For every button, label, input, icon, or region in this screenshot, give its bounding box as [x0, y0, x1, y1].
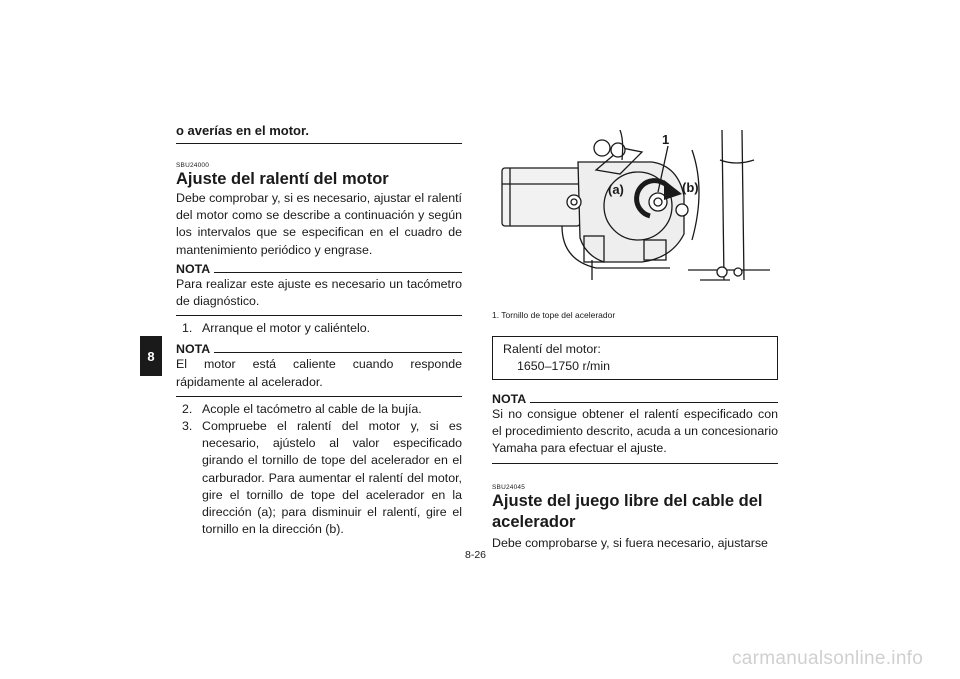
step-text: Compruebe el ralentí del motor y, si es necesario, ajústelo al valor especificado girando el tornillo de tope del acelerador en el carburador. Para aumentar el ralentí del motor, gire el tornillo de tope del acelerador en la dirección (a); para disminuir el ralentí, gire el tornillo en la dirección (b). — [202, 419, 462, 537]
section-code: SBU24045 — [492, 483, 526, 491]
header-rule — [176, 143, 462, 144]
step-number: 1. — [182, 321, 193, 336]
nota-end-rule — [176, 396, 462, 397]
nota-heading — [176, 262, 462, 276]
spec-value: 1650–1750 r/min — [517, 359, 610, 373]
spec-box — [492, 336, 778, 380]
step-item — [176, 401, 462, 418]
right-column — [492, 310, 778, 552]
nota-line — [214, 272, 462, 273]
nota-line — [214, 352, 462, 353]
label-b: (b) — [682, 180, 699, 195]
section-code: SBU24000 — [176, 162, 210, 169]
section-title: Ajuste del juego libre del cable del acelerador — [492, 491, 763, 531]
left-column — [176, 162, 462, 538]
step-number: 2. — [182, 401, 193, 416]
chapter-tab: 8 — [140, 336, 162, 376]
step-text: Arranque el motor y caliéntelo. — [202, 321, 371, 336]
nota-heading — [176, 342, 462, 356]
callout-1: 1 — [662, 132, 670, 147]
nota-end-rule — [176, 315, 462, 316]
nota-text: Si no consigue obtener el ralentí especificado con el procedimiento descrito, acuda a un concesionario Yamaha para efectuar el ajuste. — [492, 407, 778, 456]
nota-label: NOTA — [176, 342, 211, 357]
step-text: Acople el tacómetro al cable de la bujía. — [202, 401, 422, 416]
throttle-stop-figure — [492, 130, 778, 295]
section-title: Ajuste del ralentí del motor — [176, 170, 389, 188]
figure-caption: 1. Tornillo de tope del acelerador — [492, 310, 616, 320]
nota-heading — [492, 392, 778, 406]
intro-paragraph: Debe comprobar y, si es necesario, ajustar el ralentí del motor como se describe a continuación y según los intervalos que se especifican en el cuadro de mantenimiento periódico y engrase. — [176, 191, 462, 257]
carburetor-illustration — [492, 130, 778, 295]
watermark: carmanualsonline.info — [732, 648, 924, 669]
nota-label: NOTA — [492, 392, 527, 406]
nota-text: Para realizar este ajuste es necesario un tacómetro de diagnóstico. — [176, 276, 462, 309]
nota-line — [530, 402, 778, 403]
spec-label: Ralentí del motor: — [503, 342, 601, 356]
step-number: 3. — [182, 419, 193, 434]
running-header: o averías en el motor. — [176, 123, 309, 138]
step-item — [176, 320, 462, 337]
nota-label: NOTA — [176, 261, 211, 276]
nota-text: El motor está caliente cuando responde rápidamente al acelerador. — [176, 357, 462, 389]
page-number: 8-26 — [465, 549, 487, 561]
step-item — [176, 418, 462, 538]
intro-paragraph: Debe comprobarse y, si fuera necesario, ajustarse — [492, 535, 768, 550]
nota-end-rule — [492, 463, 778, 464]
label-a: (a) — [608, 182, 624, 197]
